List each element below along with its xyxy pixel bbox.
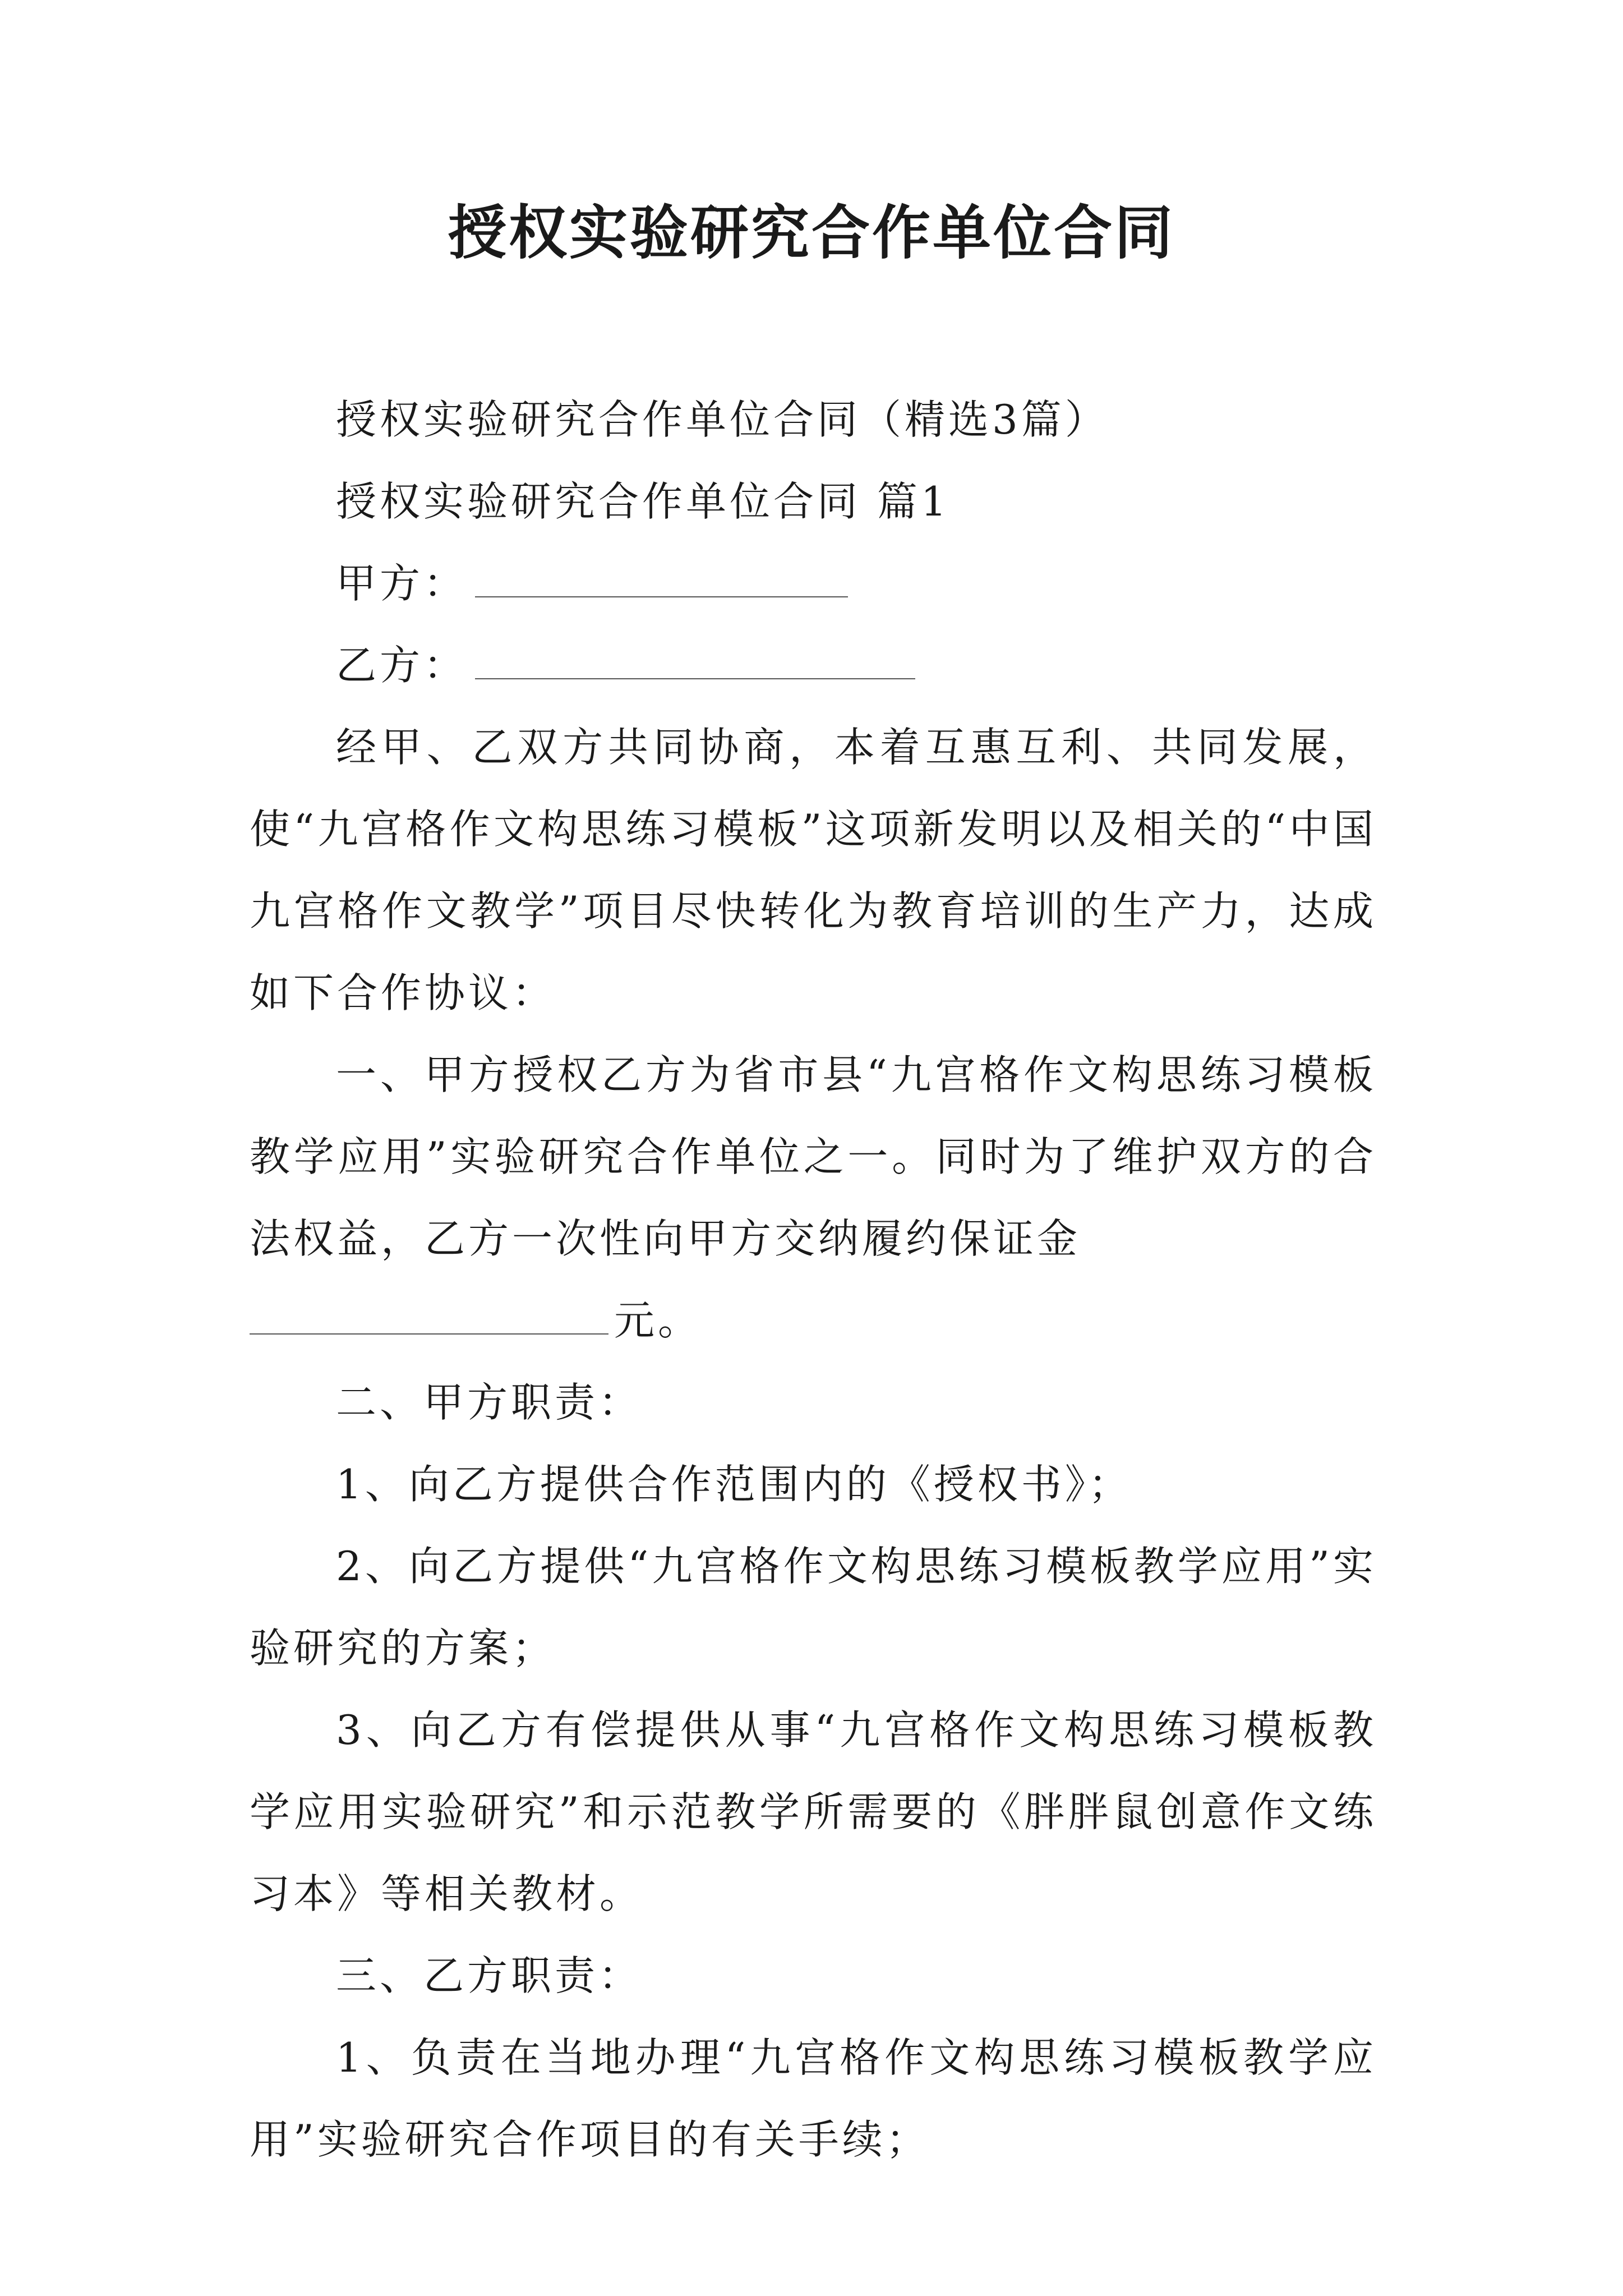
document-body [250, 379, 1377, 2180]
party-a-blank [475, 554, 848, 597]
paragraph-preamble: 经甲、乙双方共同协商，本着互惠互利、共同发展，使“九宫格作文构思练习模板”这项新发明以及相关的“中国九宫格作文教学”项目尽快转化为教育培训的生产力，达成如下合作协议： [250, 724, 1377, 1016]
paragraph-party-a-duty-2: 2、向乙方提供“九宫格作文构思练习模板教学应用”实验研究的方案； [250, 1543, 1377, 1672]
paragraph-party-a-duty-3: 3、向乙方有偿提供从事“九宫格作文构思练习模板教学应用实验研究”和示范教学所需要的《胖胖鼠创意作文练习本》等相关教材。 [250, 1706, 1377, 1917]
party-a-line [250, 542, 1377, 624]
paragraph-subtitle: 授权实验研究合作单位合同（精选3篇） [336, 396, 1109, 443]
paragraph-party-a-duties-heading: 二、甲方职责： [336, 1379, 643, 1426]
party-b-line [250, 624, 1377, 706]
party-a-label: 甲方： [336, 560, 468, 607]
paragraph-party-b-duty-1: 1、负责在当地办理“九宫格作文构思练习模板教学应用”实验研究合作项目的有关手续； [250, 2034, 1377, 2163]
clause-1-text: 一、甲方授权乙方为省市县“九宫格作文构思练习模板教学应用”实验研究合作单位之一。同时为了维护双方的合法权益，乙方一次性向甲方交纳履约保证金 [250, 1051, 1377, 1262]
deposit-amount-blank [250, 1291, 608, 1335]
party-b-blank [475, 636, 915, 679]
paragraph-party-a-duty-1: 1、向乙方提供合作范围内的《授权书》； [336, 1461, 1132, 1508]
clause-1-tail: 元。 [614, 1297, 702, 1344]
paragraph-clause-1 [250, 1034, 1377, 1361]
document-title: 授权实验研究合作单位合同 [448, 199, 1175, 267]
paragraph-section-heading: 授权实验研究合作单位合同 篇1 [336, 478, 950, 525]
paragraph-party-b-duties-heading: 三、乙方职责： [336, 1952, 643, 1999]
party-b-label: 乙方： [336, 642, 468, 689]
